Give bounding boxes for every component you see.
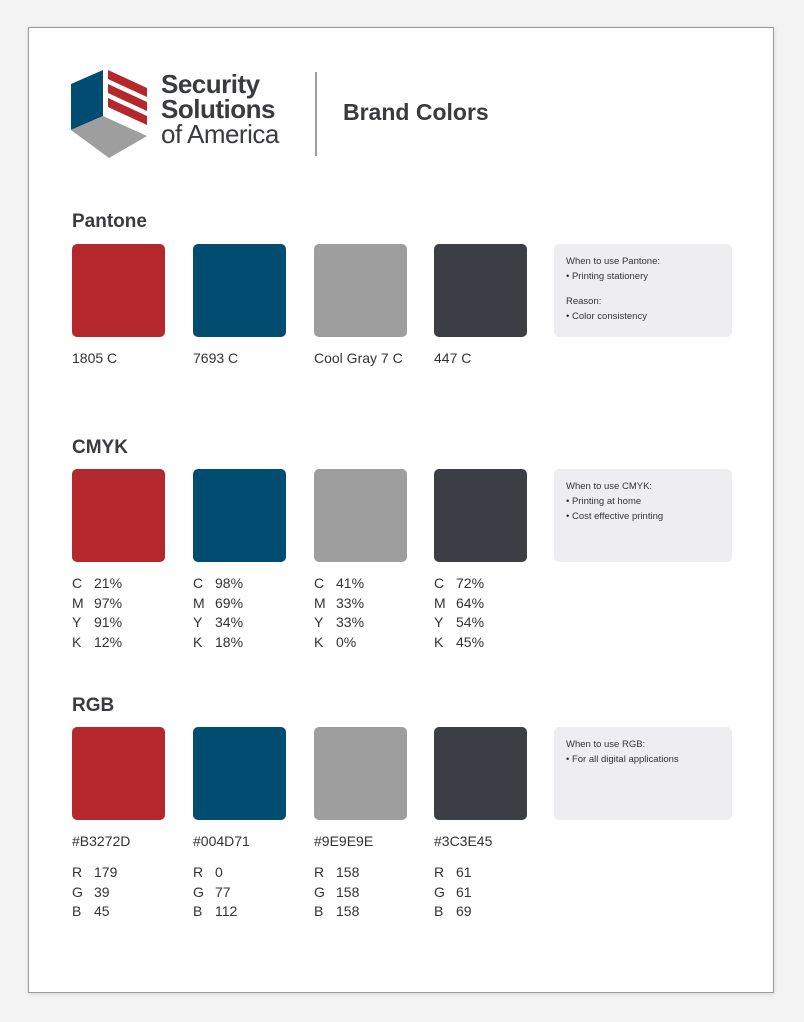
cmyk-y-value: 91% bbox=[94, 614, 123, 630]
rgb-hex-dark: #3C3E45 bbox=[434, 833, 493, 849]
cmyk-swatch-red bbox=[72, 469, 165, 562]
cmyk-section-title: CMYK bbox=[72, 437, 128, 458]
rgb-r-value: 61 bbox=[456, 864, 472, 880]
rgb-values-red bbox=[72, 863, 117, 922]
channel-letter: Y bbox=[314, 614, 324, 630]
channel-letter: C bbox=[72, 575, 83, 591]
channel-letter: Y bbox=[72, 614, 82, 630]
pantone-label-blue: 7693 C bbox=[193, 350, 239, 366]
channel-letter: R bbox=[434, 864, 445, 880]
pantone-label-gray: Cool Gray 7 C bbox=[314, 350, 403, 366]
channel-letter: R bbox=[314, 864, 325, 880]
header-divider bbox=[315, 72, 317, 156]
channel-letter: G bbox=[434, 883, 445, 900]
note-bullet: • For all digital applications bbox=[566, 754, 679, 765]
page-title: Brand Colors bbox=[343, 99, 489, 125]
rgb-r-value: 0 bbox=[215, 864, 223, 880]
channel-letter: B bbox=[314, 903, 324, 919]
cmyk-y-value: 33% bbox=[336, 614, 365, 630]
rgb-r-value: 179 bbox=[94, 864, 118, 880]
channel-letter: G bbox=[314, 883, 325, 900]
rgb-hex-red: #B3272D bbox=[72, 833, 131, 849]
cmyk-swatch-gray bbox=[314, 469, 407, 562]
pantone-swatch-blue bbox=[193, 244, 286, 337]
brand-sheet bbox=[28, 27, 774, 993]
channel-letter: K bbox=[193, 633, 203, 650]
note-heading: When to use CMYK: bbox=[566, 481, 653, 492]
rgb-b-value: 45 bbox=[94, 903, 110, 919]
rgb-r-value: 158 bbox=[336, 864, 360, 880]
brand-name-line-2: Solutions bbox=[161, 94, 275, 124]
note-heading: When to use RGB: bbox=[566, 739, 646, 750]
pantone-label-red: 1805 C bbox=[72, 350, 118, 366]
channel-letter: C bbox=[193, 575, 204, 591]
rgb-values-dark bbox=[434, 863, 472, 922]
rgb-g-value: 158 bbox=[336, 883, 360, 900]
cmyk-y-value: 34% bbox=[215, 614, 244, 630]
pantone-section-title: Pantone bbox=[72, 211, 147, 232]
channel-letter: M bbox=[314, 594, 326, 611]
rgb-swatch-dark bbox=[434, 727, 527, 820]
cmyk-usage-note bbox=[554, 469, 732, 562]
pantone-swatch-red bbox=[72, 244, 165, 337]
cmyk-m-value: 33% bbox=[336, 594, 365, 611]
rgb-g-value: 39 bbox=[94, 883, 110, 900]
rgb-g-value: 61 bbox=[456, 883, 472, 900]
note-bullet: • Cost effective printing bbox=[566, 511, 664, 522]
channel-letter: K bbox=[72, 633, 82, 650]
cmyk-c-value: 72% bbox=[456, 575, 485, 591]
cmyk-k-value: 12% bbox=[94, 633, 123, 650]
channel-letter: Y bbox=[434, 614, 444, 630]
cmyk-swatch-blue bbox=[193, 469, 286, 562]
cmyk-values-blue bbox=[193, 574, 243, 652]
channel-letter: C bbox=[434, 575, 445, 591]
rgb-swatch-red bbox=[72, 727, 165, 820]
note-heading: When to use Pantone: bbox=[566, 256, 661, 267]
cmyk-c-value: 98% bbox=[215, 575, 244, 591]
pantone-usage-note bbox=[554, 244, 732, 337]
cmyk-m-value: 97% bbox=[94, 594, 123, 611]
note-bullet: • Printing stationery bbox=[566, 271, 649, 282]
rgb-swatch-gray bbox=[314, 727, 407, 820]
rgb-hex-blue: #004D71 bbox=[193, 833, 250, 849]
cmyk-values-dark bbox=[434, 574, 484, 652]
rgb-section-title: RGB bbox=[72, 695, 115, 716]
channel-letter: R bbox=[72, 864, 83, 880]
cmyk-c-value: 41% bbox=[336, 575, 365, 591]
note-bullet: • Color consistency bbox=[566, 311, 647, 322]
cmyk-m-value: 69% bbox=[215, 594, 244, 611]
note-bullet: • Printing at home bbox=[566, 496, 642, 507]
channel-letter: R bbox=[193, 864, 204, 880]
channel-letter: K bbox=[314, 633, 324, 650]
cmyk-k-value: 45% bbox=[456, 633, 485, 650]
brand-name bbox=[161, 69, 279, 149]
note-reason-heading: Reason: bbox=[566, 296, 602, 307]
channel-letter: B bbox=[434, 903, 444, 919]
rgb-swatch-blue bbox=[193, 727, 286, 820]
channel-letter: M bbox=[434, 594, 446, 611]
channel-letter: B bbox=[193, 903, 203, 919]
cmyk-c-value: 21% bbox=[94, 575, 123, 591]
channel-letter: M bbox=[72, 594, 84, 611]
rgb-b-value: 112 bbox=[215, 903, 238, 919]
rgb-values-blue bbox=[193, 863, 237, 922]
company-logo-icon bbox=[71, 70, 147, 158]
cmyk-values-red bbox=[72, 574, 122, 652]
cmyk-k-value: 18% bbox=[215, 633, 244, 650]
channel-letter: K bbox=[434, 633, 444, 650]
channel-letter: B bbox=[72, 903, 82, 919]
channel-letter: M bbox=[193, 594, 205, 611]
cmyk-swatch-dark bbox=[434, 469, 527, 562]
rgb-hex-gray: #9E9E9E bbox=[314, 833, 374, 849]
rgb-b-value: 158 bbox=[336, 903, 360, 919]
rgb-g-value: 77 bbox=[215, 883, 231, 900]
cmyk-values-gray bbox=[314, 574, 364, 652]
channel-letter: Y bbox=[193, 614, 203, 630]
channel-letter: G bbox=[193, 883, 204, 900]
pantone-label-dark: 447 C bbox=[434, 350, 472, 366]
cmyk-y-value: 54% bbox=[456, 614, 485, 630]
pantone-swatch-dark bbox=[434, 244, 527, 337]
channel-letter: C bbox=[314, 575, 325, 591]
brand-name-line-1: Security bbox=[161, 69, 260, 99]
rgb-b-value: 69 bbox=[456, 903, 472, 919]
pantone-swatch-gray bbox=[314, 244, 407, 337]
brand-name-line-3: of America bbox=[161, 119, 279, 149]
channel-letter: G bbox=[72, 883, 83, 900]
cmyk-k-value: 0% bbox=[336, 633, 357, 650]
rgb-usage-note bbox=[554, 727, 732, 820]
rgb-values-gray bbox=[314, 863, 359, 922]
cmyk-m-value: 64% bbox=[456, 594, 485, 611]
